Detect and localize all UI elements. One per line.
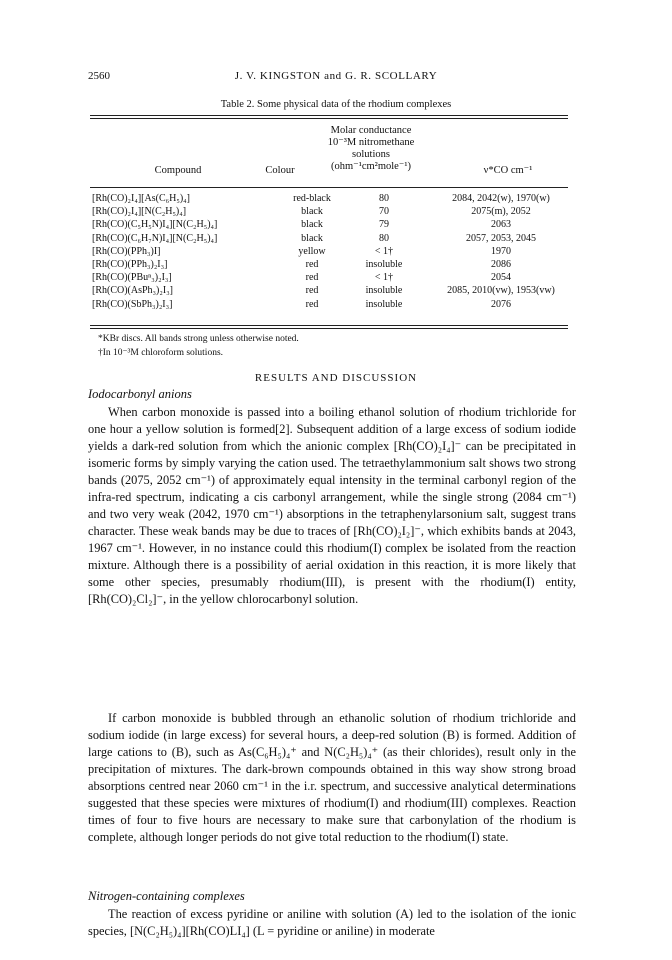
conductance-header-line-3: solutions xyxy=(352,149,390,160)
table-row xyxy=(92,193,572,206)
paragraph-3-text: The reaction of excess pyridine or aniline with solution (A) led to the isolation of the ionic species, [N(C₂H₅)₄][Rh(CO)LI₄] (L = pyridine or aniline) in moderate xyxy=(88,907,576,938)
cell-conductance: < 1† xyxy=(374,245,394,257)
page-number: 2560 xyxy=(88,70,110,82)
cell-compound: [Rh(CO)(AsPh₃)₂I₃] xyxy=(92,285,174,297)
table-footnote-1: *KBr discs. All bands strong unless otherwise noted. xyxy=(98,334,299,344)
cell-nu-co: 2084, 2042(w), 1970(w) xyxy=(452,193,550,204)
table-row xyxy=(92,246,572,259)
cell-colour: yellow xyxy=(298,245,326,257)
paragraph-2 xyxy=(88,710,576,846)
cell-colour: black xyxy=(301,232,323,244)
cell-compound: [Rh(CO)(PPh₃)I] xyxy=(92,245,161,257)
cell-colour: red xyxy=(305,298,319,310)
column-header-conductance xyxy=(306,125,436,173)
table-bottom-rule xyxy=(90,325,568,326)
cell-compound: [Rh(CO)(SbPh₃)₂I₃] xyxy=(92,298,173,310)
cell-compound: [Rh(CO)(C₆H₇N)I₄][N(C₂H₅)₄] xyxy=(92,232,218,244)
table-row xyxy=(92,272,572,285)
cell-compound: [Rh(CO)(PPh₃)₂I₃] xyxy=(92,258,168,270)
running-head: J. V. KINGSTON and G. R. SCOLLARY xyxy=(234,70,438,82)
table-top-rule-2 xyxy=(90,118,568,119)
cell-compound: [Rh(CO)₂I₄][N(C₂H₅)₄] xyxy=(92,206,187,218)
cell-nu-co: 2057, 2053, 2045 xyxy=(466,232,536,244)
cell-compound: [Rh(CO)₂I₄][As(C₆H₅)₄] xyxy=(92,193,190,204)
cell-conductance: 79 xyxy=(379,219,389,231)
cell-colour: red xyxy=(305,272,319,284)
cell-nu-co: 2085, 2010(vw), 1953(vw) xyxy=(447,285,555,297)
table-row xyxy=(92,285,572,298)
cell-conductance: insoluble xyxy=(365,285,403,297)
table-caption: Table 2. Some physical data of the rhodium complexes xyxy=(220,99,452,110)
cell-nu-co: 2063 xyxy=(491,219,511,231)
conductance-header-line-4: (ohm⁻¹cm²mole⁻¹) xyxy=(330,161,411,172)
table-row xyxy=(92,219,572,232)
table-body xyxy=(92,193,572,312)
cell-nu-co: 2075(m), 2052 xyxy=(471,206,531,218)
cell-colour: black xyxy=(301,206,323,218)
column-header-nu-co: ν*CO cm⁻¹ xyxy=(483,165,533,176)
paragraph-3 xyxy=(88,906,576,940)
cell-conductance: insoluble xyxy=(365,258,403,270)
cell-nu-co: 2076 xyxy=(491,298,511,310)
paragraph-1-text: When carbon monoxide is passed into a boiling ethanol solution of rhodium trichloride for one hour a yellow solution is formed[2]. Subsequent addition of a large excess of sodium iodide yields a dark-red solution from which the anionic complex [Rh(CO)₂I₄]⁻ can be precipitated in isomeric forms by simply varying the cation used. The tetraethylammonium salt shows two strong bands (2075, 2052 cm⁻¹) of approximately equal intensity in the terminal carbonyl region of the infra-red spectrum, indicating a cis carbonyl arrangement, while the single strong (2084 cm⁻¹) and two very weak (2042, 1970 cm⁻¹) absorptions in the tetraphenylarsonium salt, suggest trans character. These weak bands may be due to traces of [Rh(CO)₂I₂]⁻, which exhibits bands at 2043, 1967 cm⁻¹. However, in no instance could this rhodium(I) complex be isolated from the reaction mixture. Although there is a possibility of aerial oxidation in this reaction, it is more likely that some other species, presumably rhodium(III), is present with the rhodium(I) entity, [Rh(CO)₂Cl₂]⁻, in the yellow chlorocarbonyl solution. xyxy=(88,405,576,606)
cell-conductance: < 1† xyxy=(374,272,394,284)
cell-compound: [Rh(CO)(C₅H₅N)I₄][N(C₂H₅)₄] xyxy=(92,219,218,231)
cell-conductance: 80 xyxy=(379,232,389,244)
cell-nu-co: 2086 xyxy=(491,258,511,270)
table-footnote-2: †In 10⁻³M chloroform solutions. xyxy=(98,348,224,358)
table-bottom-rule-2 xyxy=(90,328,568,329)
cell-nu-co: 2054 xyxy=(491,272,511,284)
paragraph-1 xyxy=(88,404,576,608)
table-row xyxy=(92,206,572,219)
table-top-rule xyxy=(90,115,568,116)
section-heading: RESULTS AND DISCUSSION xyxy=(254,372,418,384)
cell-conductance: 70 xyxy=(379,206,389,218)
cell-compound: [Rh(CO)(PBuⁿ₃)₂I₃] xyxy=(92,272,172,284)
paragraph-2-text: If carbon monoxide is bubbled through an ethanolic solution of rhodium trichloride and sodium iodide (in large excess) for several hours, a deep-red solution (B) is formed. Addition of large cations to (B), such as As(C₆H₅)₄⁺ and N(C₂H₅)₄⁺ (as their chlorides), result only in the precipitation of mixtures. The dark-brown compounds obtained in this way show strong broad absorptions centred near 2060 cm⁻¹ in the i.r. spectrum, and successive analytical determinations suggested that these species were mixtures of rhodium(I) and rhodium(III) complexes. Reaction times of four to five hours are necessary to make sure that carbonylation of the rhodium is complete, although longer periods do not give total reduction to the rhodium(I) state. xyxy=(88,711,576,844)
cell-colour: red xyxy=(305,258,319,270)
subheading-nitrogen: Nitrogen-containing complexes xyxy=(88,889,245,903)
cell-colour: red xyxy=(305,285,319,297)
table-header-rule xyxy=(90,187,568,188)
subheading-iodocarbonyl: Iodocarbonyl anions xyxy=(88,387,192,401)
cell-conductance: insoluble xyxy=(365,298,403,310)
conductance-header-line-1: Molar conductance xyxy=(330,125,412,136)
cell-conductance: 80 xyxy=(379,193,389,204)
cell-nu-co: 1970 xyxy=(491,245,511,257)
table-row xyxy=(92,259,572,272)
table-row xyxy=(92,299,572,312)
column-header-colour: Colour xyxy=(265,165,295,176)
table-row xyxy=(92,233,572,246)
cell-colour: black xyxy=(301,219,323,231)
column-header-compound: Compound xyxy=(154,165,202,176)
conductance-header-line-2: 10⁻³M nitromethane xyxy=(327,137,415,148)
cell-colour: red-black xyxy=(293,193,331,204)
